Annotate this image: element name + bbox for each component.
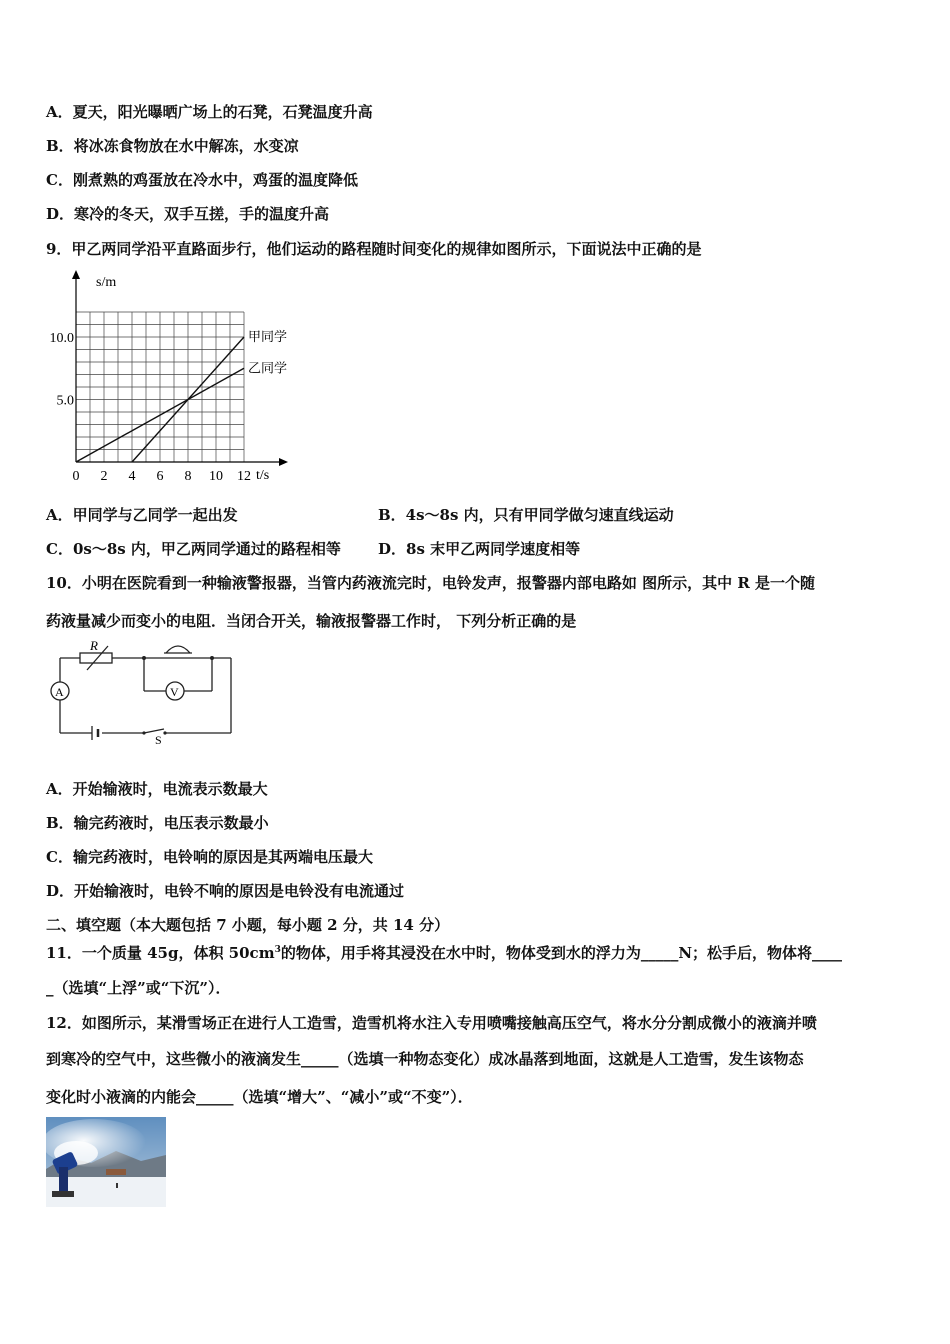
alarm-circuit-diagram [44,640,244,748]
q8-option-b: B．将冰冻食物放在水中解冻，水变凉 [46,137,299,155]
q10-option-d: D．开始输液时，电铃不响的原因是电铃没有电流通过 [46,882,405,900]
resistor-label: R [90,640,98,653]
x-tick-label: 2 [100,469,108,484]
x-tick-label: 12 [237,469,251,484]
distance-time-chart [40,268,300,488]
q11-line2: _（选填“上浮”或“下沉”）． [46,979,231,997]
variable-resistor-symbol [80,653,112,663]
q10-option-b: B．输完药液时，电压表示数最小 [46,814,269,832]
q11-line1: 11．一个质量 45g，体积 $50cm^3$的物体，用手将其浸没在水中时，物体受到水的浮力为_____N；松手后，物体将____ [46,944,843,962]
q9-option-a: A．甲同学与乙同学一起出发 [46,506,238,524]
q9-option-b: B．4s～8s 内，只有甲同学做匀速直线运动 [378,506,674,524]
q8-option-c: C．刚煮熟的鸡蛋放在冷水中，鸡蛋的温度降低 [46,171,358,189]
chart-grid [76,312,244,462]
q10-stem-line2: 药液量减少而变小的电阻．当闭合开关，输液报警器工作时， 下列分析正确的是 [46,612,577,630]
chart-x-axis-label: t/s [256,468,270,483]
q10-option-c: C．输完药液时，电铃响的原因是其两端电压最大 [46,848,373,866]
chart-y-axis-arrow [72,270,80,279]
q9-stem: 9．甲乙两同学沿平直路面步行，他们运动的路程随时间变化的规律如图所示，下面说法中正确的是 [46,240,702,258]
series-label: 乙同学 [248,360,288,376]
series-label: 甲同学 [248,329,288,344]
q9-option-d: D．8s 末甲乙两同学速度相等 [378,540,581,558]
x-tick-label: 0 [72,469,80,484]
q10-stem-line1: 10．小明在医院看到一种输液警报器，当管内药液流完时，电铃发声，报警器内部电路如 图所示，其中 R 是一个随 [46,574,816,592]
q12-line3: 变化时小液滴的内能会_____（选填“增大”、“减小”或“不变”）． [46,1088,473,1106]
voltmeter-label: V [170,685,179,699]
switch-label: S [155,733,162,747]
snow-making-photo [46,1117,166,1207]
bell-symbol [166,646,190,653]
ammeter-label: A [55,685,64,699]
x-tick-label: 4 [128,469,136,484]
chart-y-axis-label: s/m [96,275,117,290]
x-tick-label: 8 [184,469,192,484]
q9-option-c: C．0s～8s 内，甲乙两同学通过的路程相等 [46,540,341,558]
q8-option-d: D．寒冷的冬天，双手互搓，手的温度升高 [46,205,330,223]
q10-option-a: A．开始输液时，电流表示数最大 [46,780,268,798]
q8-option-a: A．夏天，阳光曝晒广场上的石凳，石凳温度升高 [46,103,373,121]
chart-x-axis-arrow [279,458,288,466]
x-tick-label: 6 [156,469,164,484]
x-tick-label: 10 [209,469,223,484]
q12-line2: 到寒冷的空气中，这些微小的液滴发生_____（选填一种物态变化）成冰晶落到地面，这就是人工造雪，发生该物态 [46,1050,804,1068]
y-tick-label: 5.0 [56,393,74,409]
y-tick-label: 10.0 [49,331,74,346]
section-heading: 二、填空题（本大题包括 7 小题，每小题 2 分，共 14 分） [46,916,450,934]
q12-line1: 12．如图所示，某滑雪场正在进行人工造雪，造雪机将水注入专用喷嘴接触高压空气，将水分分割成微小的液滴并喷 [46,1014,817,1032]
